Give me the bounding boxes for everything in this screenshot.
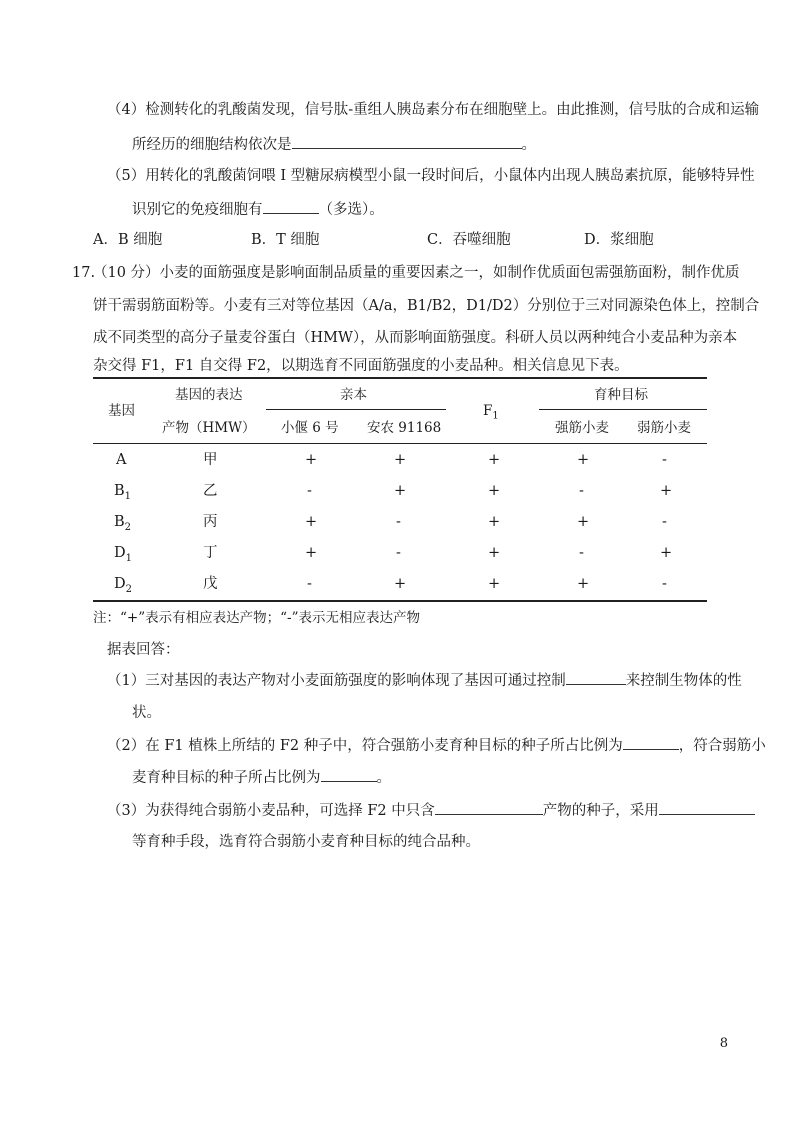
th-parents: 亲本 <box>340 387 367 403</box>
cell-gene: $B_1$ <box>114 483 132 502</box>
q17-a1-line1 <box>107 670 742 691</box>
table-target-rule <box>539 409 707 410</box>
cell-product: 戊 <box>203 576 218 592</box>
q16-item5-line2 <box>132 199 384 220</box>
answer-prompt: 据表回答： <box>107 642 180 658</box>
q16-option-a: A．B 细胞 <box>93 232 163 248</box>
q17-a1-tail: 来控制生物体的性 <box>625 673 742 689</box>
table-note: 注：“+”表示有相应表达产物；“-”表示无相应表达产物 <box>93 610 420 626</box>
q16-option-c: C．吞噬细胞 <box>427 232 511 248</box>
cell-product: 乙 <box>203 483 218 499</box>
q17-a1-answer-blank[interactable] <box>566 670 626 685</box>
cell-weak: - <box>662 576 667 592</box>
q16-option-d: D．浆细胞 <box>584 232 654 248</box>
th-target: 育种目标 <box>594 387 648 403</box>
cell-p2: - <box>396 545 401 561</box>
cell-gene: A <box>116 452 127 468</box>
q16-item4-line2 <box>132 134 536 155</box>
th-gene: 基因 <box>108 403 135 419</box>
cell-f1: + <box>488 514 501 530</box>
q17-a3-method-blank[interactable] <box>659 800 755 815</box>
q17-a3-line1 <box>107 800 755 821</box>
th-parent1: 小偃 6 号 <box>281 420 339 436</box>
cell-p2: + <box>394 452 407 468</box>
cell-gene: $B_2$ <box>114 514 132 533</box>
q16-item5-line1: （5）用转化的乳酸菌饲喂 I 型糖尿病模型小鼠一段时间后，小鼠体内出现人胰岛素抗原，能够特异性 <box>107 168 755 184</box>
q17-a2-strong-blank[interactable] <box>623 735 679 750</box>
table-bottom-rule <box>93 600 707 602</box>
q16-item4-end: 。 <box>521 137 536 153</box>
q17-a3-prompt: （3）为获得纯合弱筋小麦品种，可选择 F2 中只含 <box>107 803 435 819</box>
q16-item5-prompt: 识别它的免疫细胞有 <box>132 202 263 218</box>
cell-p1: + <box>305 514 318 530</box>
th-parent2: 安农 91168 <box>367 420 442 436</box>
cell-gene: $D_2$ <box>114 576 133 595</box>
cell-weak: - <box>662 514 667 530</box>
q17-a2-line1 <box>107 735 766 756</box>
q17-a3-product-blank[interactable] <box>435 800 543 815</box>
q17-number: 17. <box>72 265 96 281</box>
cell-p2: - <box>396 514 401 530</box>
q16-item5-answer-blank[interactable] <box>263 199 319 214</box>
cell-f1: + <box>488 483 501 499</box>
q17-intro-line3: 成不同类型的高分子量麦谷蛋白（HMW），从而影响面筋强度。科研人员以两种纯合小麦品种为亲本 <box>93 330 738 346</box>
q17-a1-line2: 状。 <box>132 705 161 721</box>
th-strong: 强筋小麦 <box>555 420 609 436</box>
q17-a2-end: 。 <box>376 770 391 786</box>
cell-product: 丁 <box>203 545 218 561</box>
q17-a3-line2: 等育种手段，选育符合弱筋小麦育种目标的纯合品种。 <box>132 834 480 850</box>
q16-item5-end: （多选）。 <box>318 202 384 218</box>
cell-f1: + <box>488 452 501 468</box>
table-header-rule <box>93 443 707 444</box>
q17-a2-prompt: （2）在 F1 植株上所结的 F2 种子中，符合强筋小麦育种目标的种子所占比例为 <box>107 738 623 754</box>
page-number: 8 <box>719 1036 728 1051</box>
table-parent-rule <box>266 409 446 410</box>
cell-p2: + <box>394 576 407 592</box>
cell-strong: + <box>577 452 590 468</box>
cell-strong: - <box>579 545 584 561</box>
cell-p1: + <box>305 545 318 561</box>
cell-strong: - <box>579 483 584 499</box>
cell-p1: + <box>305 452 318 468</box>
q17-a2-weak-blank[interactable] <box>321 767 377 782</box>
q16-item4-line1: （4）检测转化的乳酸菌发现，信号肽-重组人胰岛素分布在细胞壁上。由此推测，信号肽的合成和运输 <box>107 102 760 118</box>
q16-item4-prompt: 所经历的细胞结构依次是 <box>132 137 292 153</box>
cell-product: 甲 <box>203 452 218 468</box>
table-top-rule <box>93 377 707 379</box>
th-product-top: 基因的表达 <box>175 387 243 403</box>
q17-a1-prompt: （1）三对基因的表达产物对小麦面筋强度的影响体现了基因可通过控制 <box>107 673 566 689</box>
cell-weak: + <box>660 545 673 561</box>
cell-gene: $D_1$ <box>114 545 133 564</box>
q16-item4-answer-blank[interactable] <box>292 134 522 149</box>
th-product-bottom: 产物（HMW） <box>162 420 256 436</box>
th-weak: 弱筋小麦 <box>637 420 691 436</box>
q17-a2-prompt2: 麦育种目标的种子所占比例为 <box>132 770 321 786</box>
q17-intro-line4: 杂交得 F1，F1 自交得 F2，以期选育不同面筋强度的小麦品种。相关信息见下表。 <box>93 358 629 374</box>
cell-f1: + <box>488 545 501 561</box>
cell-weak: + <box>660 483 673 499</box>
q17-a3-mid: 产物的种子，采用 <box>542 803 659 819</box>
cell-product: 丙 <box>203 514 218 530</box>
q16-option-b: B．T 细胞 <box>251 232 320 248</box>
th-f1: $F_1$ <box>483 403 499 422</box>
cell-strong: + <box>577 576 590 592</box>
q17-a2-line2 <box>132 767 391 788</box>
cell-p1: - <box>307 483 312 499</box>
q17-intro-line1: （10 分）小麦的面筋强度是影响面制品质量的重要因素之一，如制作优质面包需强筋面粉，制作优质 <box>93 265 740 281</box>
cell-p2: + <box>394 483 407 499</box>
cell-p1: - <box>307 576 312 592</box>
q17-a2-mid: ，符合弱筋小 <box>678 738 766 754</box>
cell-f1: + <box>488 576 501 592</box>
cell-weak: - <box>662 452 667 468</box>
cell-strong: + <box>577 514 590 530</box>
q17-intro-line2: 饼干需弱筋面粉等。小麦有三对等位基因（A/a，B1/B2，D1/D2）分别位于三对同源染色体上，控制合 <box>93 298 760 314</box>
